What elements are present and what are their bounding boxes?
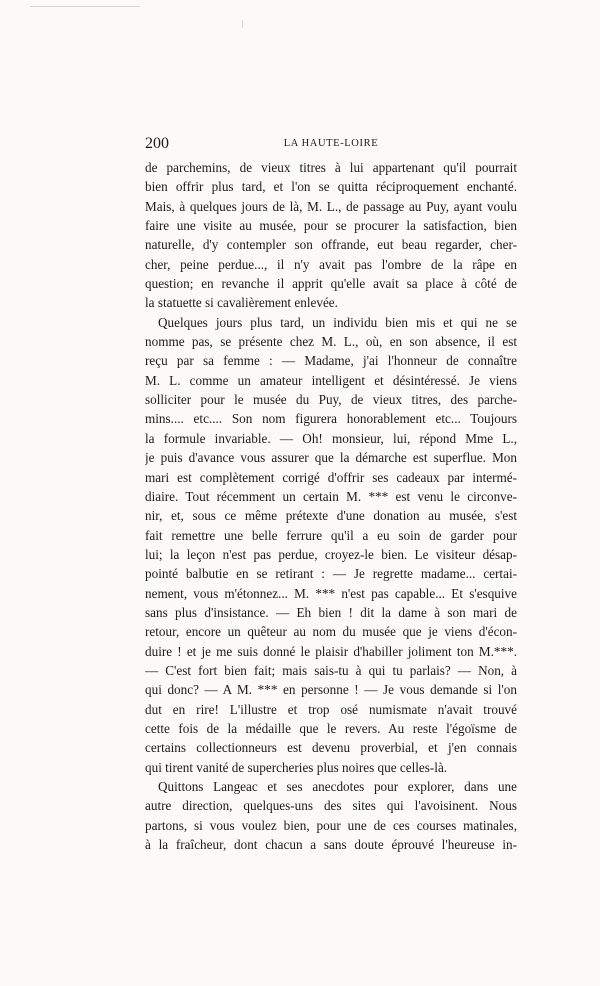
page-number: 200 xyxy=(145,135,169,152)
text-line: partons, si vous voulez bien, pour une de ces courses matinales, xyxy=(145,817,517,833)
text-line: Mais, à quelques jours de là, M. L., de passage au Puy, ayant voulu xyxy=(145,198,517,214)
text-line: la statuette si cavalièrement enlevée. xyxy=(145,295,338,311)
text-line: certains collectionneurs est devenu proverbial, et j'en connais xyxy=(145,740,517,756)
text-line: — C'est fort bien fait; mais sais-tu à qui tu parlais? — Non, à xyxy=(145,662,517,678)
text-line: lui; la leçon n'est pas perdue, croyez-le bien. Le visiteur désap- xyxy=(145,546,517,562)
text-line: cette fois de la médaille que le revers. Au reste l'égoïsme de xyxy=(145,720,517,736)
running-title: LA HAUTE-LOIRE xyxy=(283,138,379,149)
text-line: retour, encore un quêteur au nom du musée que je viens d'écon- xyxy=(145,624,517,640)
text-line: Quittons Langeac et ses anecdotes pour explorer, dans une xyxy=(158,779,517,794)
scan-artifact xyxy=(242,20,243,28)
text-line: la formule invariable. — Oh! monsieur, lui, répond Mme L., xyxy=(145,430,517,446)
text-line: à la fraîcheur, dont chacun a sans doute éprouvé l'heureuse in- xyxy=(145,837,517,853)
text-line: je puis d'avance vous assurer que la démarche est superflue. Mon xyxy=(145,450,517,466)
text-line: faire une visite au musée, pour se procurer la satisfaction, bien xyxy=(145,218,517,234)
text-line: nomme pas, se présente chez M. L., où, en son absence, il est xyxy=(145,334,517,350)
text-line: mari est complètement corrigé d'offrir ses cadeaux par intermé- xyxy=(145,469,517,485)
text-line: diaire. Tout récemment un certain M. *** est venu le circonve- xyxy=(145,488,517,504)
text-line: bien offrir plus tard, et l'on se quitta réciproquement enchanté. xyxy=(145,179,517,195)
text-line: qui donc? — A M. *** en personne ! — Je vous demande si l'on xyxy=(145,682,517,698)
text-line: de parchemins, de vieux titres à lui appartenant qu'il pourrait xyxy=(145,160,517,175)
text-line: mins.... etc.... Son nom figurera honorablement etc... Toujours xyxy=(145,411,517,427)
text-line: dut en rire! L'illustre et trop osé numismate n'avait trouvé xyxy=(145,701,517,717)
text-line: fait remettre une belle ferrure qu'il a eu soin de garder pour xyxy=(145,527,517,543)
text-line: pointé balbutie en se retirant : — Je regrette madame... certai- xyxy=(145,566,517,582)
text-line: qui tirent vanité de supercheries plus noires que celles-là. xyxy=(145,759,448,775)
body-text xyxy=(145,158,517,854)
text-line: M. L. comme un amateur intelligent et désintéressé. Je viens xyxy=(145,372,517,388)
text-line: reçu par sa femme : — Madame, j'ai l'honneur de connaître xyxy=(145,353,517,369)
text-line: Quelques jours plus tard, un individu bien mis et qui ne se xyxy=(158,314,517,330)
text-line: solliciter pour le musée du Puy, de vieux titres, des parche- xyxy=(145,392,517,408)
page-header xyxy=(145,135,517,155)
text-line: nir, et, sous ce même prétexte d'une donation au musée, s'est xyxy=(145,508,517,524)
text-line: cher, peine perdue..., il n'y avait pas l'ombre de la râpe en xyxy=(145,256,517,272)
text-line: nement, vous m'étonnez... M. *** n'est pas capable... Et s'esquive xyxy=(145,585,517,601)
text-line: duire ! et je me suis donné le plaisir d'habiller joliment ton M.***. xyxy=(145,643,517,659)
text-line: question; en revanche il apprit qu'elle avait sa place à côté de xyxy=(145,276,517,292)
text-line: naturelle, d'y contempler son offrande, eut beau regarder, cher- xyxy=(145,237,517,253)
scan-artifact xyxy=(30,6,140,7)
text-line: autre direction, quelques-uns des sites qui l'avoisinent. Nous xyxy=(145,798,517,814)
text-line: sans plus d'insistance. — Eh bien ! dit la dame à son mari de xyxy=(145,604,517,620)
